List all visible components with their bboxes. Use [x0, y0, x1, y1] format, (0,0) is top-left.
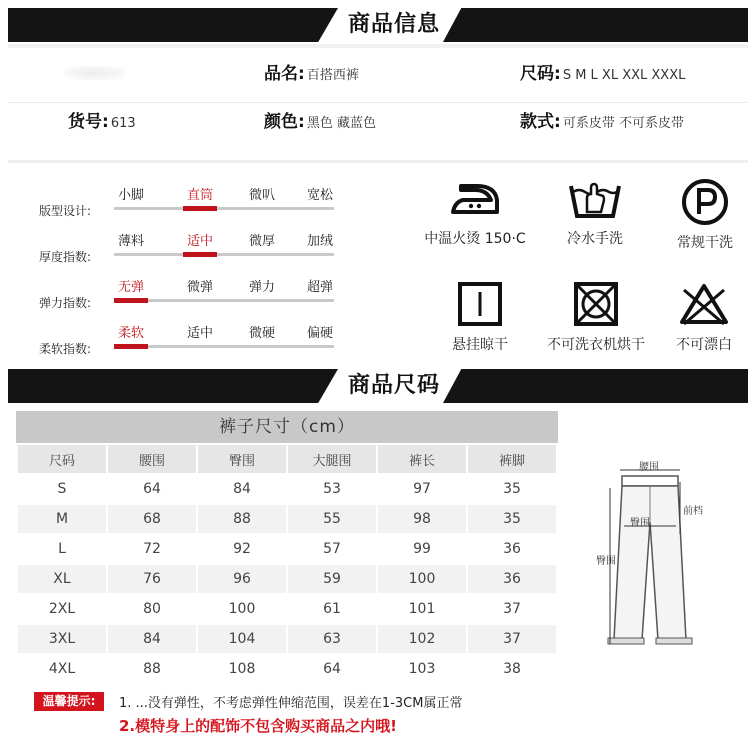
attribute-label: 弹力指数: — [39, 296, 92, 310]
attribute-option: 弹力 — [248, 280, 275, 295]
care-no-tumble-dry — [534, 280, 658, 354]
no-bleach-icon — [678, 280, 730, 328]
diagram-hip-label: 臀围 — [630, 518, 650, 529]
product-colors: 颜色: 黑色 藏蓝色 — [264, 112, 376, 132]
hang-dry-icon — [456, 280, 504, 328]
care-caption: 不可漂白 — [676, 337, 732, 353]
table-cell: 104 — [197, 624, 287, 654]
attribute-option: 偏硬 — [306, 326, 333, 341]
dry-clean-icon — [679, 178, 731, 226]
table-row — [17, 594, 557, 624]
table-row — [17, 474, 557, 504]
attribute-option: 直筒 — [186, 188, 213, 203]
table-cell: 57 — [287, 534, 377, 564]
table-cell: 61 — [287, 594, 377, 624]
care-caption: 常规干洗 — [677, 235, 733, 251]
attribute-row — [34, 322, 344, 362]
attribute-label: 版型设计: — [39, 204, 92, 218]
table-cell: 37 — [467, 594, 557, 624]
iron-icon — [447, 178, 503, 222]
table-cell: 64 — [287, 654, 377, 684]
table-row — [17, 624, 557, 654]
table-header-cell: 裤长 — [377, 444, 467, 474]
table-cell: 2XL — [17, 594, 107, 624]
table-cell: 97 — [377, 474, 467, 504]
table-cell: XL — [17, 564, 107, 594]
info-banner-title: 商品信息 — [347, 12, 440, 37]
attribute-option: 微弹 — [186, 280, 213, 295]
hand-wash-icon — [567, 178, 623, 222]
table-row — [17, 564, 557, 594]
table-cell: 59 — [287, 564, 377, 594]
attribute-option: 微硬 — [248, 326, 275, 341]
product-name: 品名: 百搭西裤 — [264, 64, 359, 84]
table-cell: 38 — [467, 654, 557, 684]
size-banner — [0, 369, 750, 403]
table-cell: M — [17, 504, 107, 534]
care-caption: 冷水手洗 — [567, 231, 623, 247]
attribute-option: 微厚 — [248, 234, 275, 249]
table-cell: S — [17, 474, 107, 504]
table-cell: 102 — [377, 624, 467, 654]
attribute-option: 加绒 — [306, 234, 333, 249]
notice-line-1: 1. ...没有弹性，不考虑弹性伸缩范围，误差在1-3CM属正常 — [119, 696, 463, 711]
table-row — [17, 504, 557, 534]
banner-bar-right — [443, 8, 748, 42]
blurred-logo — [64, 66, 126, 80]
care-no-bleach — [664, 280, 744, 354]
size-table-grid — [16, 443, 558, 685]
table-cell: 88 — [107, 654, 197, 684]
table-row — [17, 534, 557, 564]
product-sku: 货号: 613 — [68, 112, 136, 132]
care-caption: 悬挂晾干 — [452, 337, 508, 353]
size-table-title: 裤子尺寸（cm） — [16, 411, 558, 443]
attribute-selected-marker — [114, 298, 148, 303]
attribute-option: 无弹 — [117, 280, 144, 295]
care-caption: 不可洗衣机烘干 — [547, 337, 645, 353]
table-cell: 103 — [377, 654, 467, 684]
table-cell: 36 — [467, 534, 557, 564]
diagram-waist-label: 腰围 — [639, 462, 659, 473]
attribute-track — [114, 253, 334, 256]
table-cell: 101 — [377, 594, 467, 624]
table-cell: 37 — [467, 624, 557, 654]
table-header-cell: 大腿围 — [287, 444, 377, 474]
table-header-cell: 臀围 — [197, 444, 287, 474]
table-cell: 100 — [377, 564, 467, 594]
section-divider — [8, 160, 748, 163]
table-cell: 36 — [467, 564, 557, 594]
care-caption: 中温火烫 150·C — [424, 231, 526, 247]
table-cell: 63 — [287, 624, 377, 654]
table-cell: 68 — [107, 504, 197, 534]
product-sizes: 尺码: S M L XL XXL XXXL — [520, 64, 686, 84]
info-top-band — [8, 44, 748, 48]
table-header-cell: 尺码 — [17, 444, 107, 474]
attribute-label: 柔软指数: — [39, 342, 92, 356]
table-cell: 84 — [107, 624, 197, 654]
banner-bar-left — [8, 369, 338, 403]
table-cell: 64 — [107, 474, 197, 504]
no-tumble-dry-icon — [572, 280, 620, 328]
attribute-option: 超弹 — [306, 280, 333, 295]
product-style: 款式: 可系皮带 不可系皮带 — [520, 112, 684, 132]
attribute-option: 薄料 — [117, 234, 144, 249]
care-hand-wash — [540, 178, 650, 248]
attribute-option: 微叭 — [248, 188, 275, 203]
table-cell: 35 — [467, 504, 557, 534]
table-cell: 92 — [197, 534, 287, 564]
table-header-cell: 裤脚 — [467, 444, 557, 474]
care-iron — [410, 178, 540, 248]
table-cell: 100 — [197, 594, 287, 624]
attribute-row — [34, 276, 344, 316]
info-banner — [0, 8, 750, 42]
attribute-option: 适中 — [186, 326, 213, 341]
table-row — [17, 654, 557, 684]
size-table — [16, 411, 558, 685]
table-cell: 99 — [377, 534, 467, 564]
care-hang-dry — [430, 280, 530, 354]
attribute-row — [34, 184, 344, 224]
attribute-label: 厚度指数: — [39, 250, 92, 264]
table-cell: 80 — [107, 594, 197, 624]
table-cell: 35 — [467, 474, 557, 504]
attribute-option: 适中 — [186, 234, 213, 249]
table-cell: 84 — [197, 474, 287, 504]
table-cell: 98 — [377, 504, 467, 534]
banner-bar-left — [8, 8, 338, 42]
attribute-track — [114, 207, 334, 210]
info-row-divider — [8, 102, 748, 103]
table-header-row — [17, 444, 557, 474]
table-cell: 72 — [107, 534, 197, 564]
table-cell: 96 — [197, 564, 287, 594]
table-cell: L — [17, 534, 107, 564]
table-cell: 55 — [287, 504, 377, 534]
attribute-selected-marker — [183, 252, 217, 257]
attribute-row — [34, 230, 344, 270]
notice-line-2: 2.模特身上的配饰不包含购买商品之内哦! — [119, 717, 397, 735]
notice-tag: 温馨提示: — [34, 692, 104, 711]
attribute-selected-marker — [114, 344, 148, 349]
attribute-option: 小脚 — [117, 188, 144, 203]
size-banner-title: 商品尺码 — [347, 373, 440, 398]
table-cell: 108 — [197, 654, 287, 684]
diagram-rise-label: 前档 — [683, 506, 703, 517]
attribute-option: 宽松 — [306, 188, 333, 203]
attribute-selected-marker — [183, 206, 217, 211]
diagram-length-label: 臀围 — [596, 556, 616, 567]
banner-bar-right — [443, 369, 748, 403]
attribute-option: 柔软 — [117, 326, 144, 341]
pants-diagram — [584, 452, 744, 652]
table-cell: 53 — [287, 474, 377, 504]
table-cell: 3XL — [17, 624, 107, 654]
table-cell: 76 — [107, 564, 197, 594]
care-dry-clean — [660, 178, 750, 252]
table-cell: 88 — [197, 504, 287, 534]
table-header-cell: 腰围 — [107, 444, 197, 474]
table-cell: 4XL — [17, 654, 107, 684]
product-info — [8, 44, 748, 160]
